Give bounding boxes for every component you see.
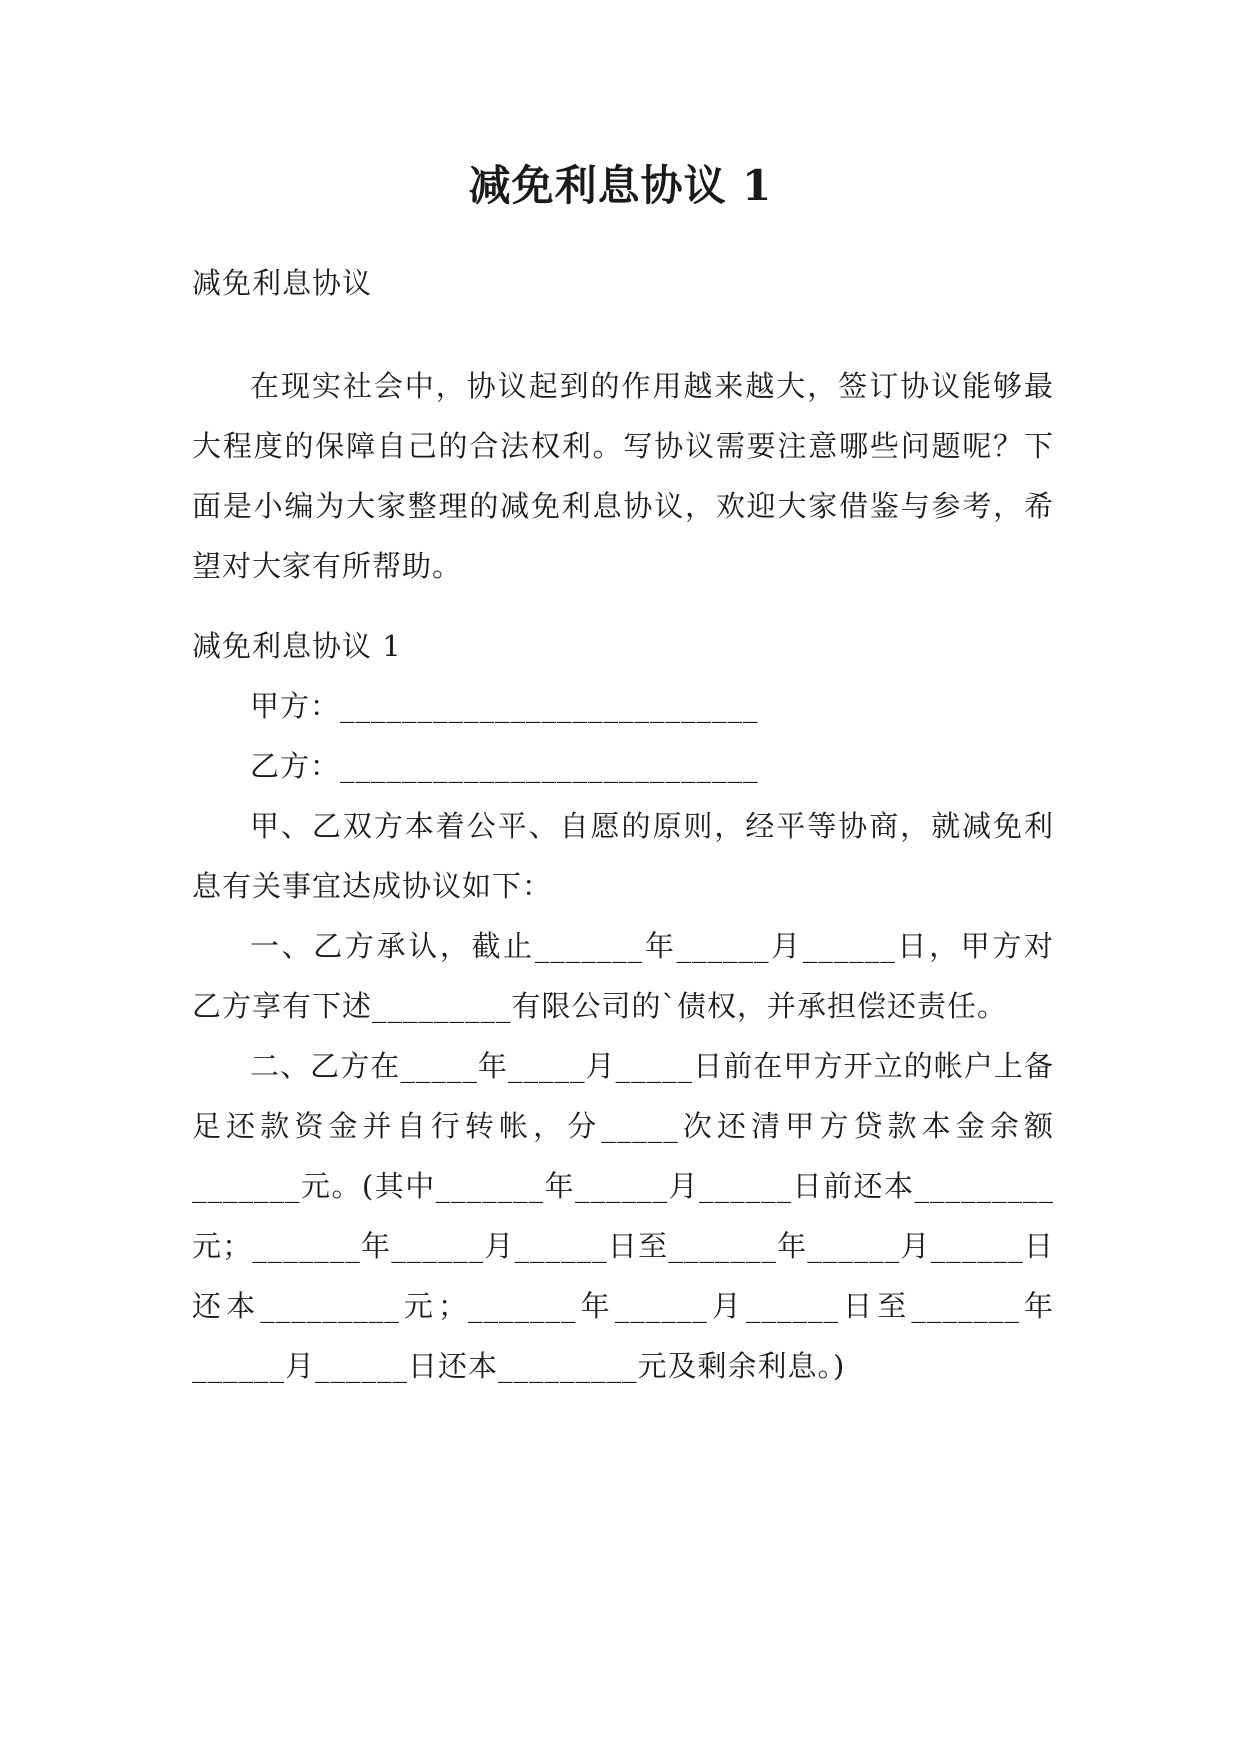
party-a-line: 甲方：___________________________ (250, 689, 759, 723)
preamble-paragraph: 甲、乙双方本着公平、自愿的原则，经平等协商，就减免利息有关事宜达成协议如下： (192, 809, 1054, 903)
section-heading-block (192, 253, 1054, 313)
party-b-line: 乙方：___________________________ (250, 749, 759, 783)
intro-paragraph: 在现实社会中，协议起到的作用越来越大，签订协议能够最大程度的保障自己的合法权利。写协议需要注意哪些问题呢？下面是小编为大家整理的减免利息协议，欢迎大家借鉴与参考，希望对大家有所帮助。 (192, 369, 1054, 583)
sub-heading: 减免利息协议 1 (192, 629, 402, 663)
clause-1-paragraph: 一、乙方承认，截止_______年______月______日，甲方对乙方享有下述_________有限公司的`债权，并承担偿还责任。 (192, 929, 1054, 1023)
section-heading: 减免利息协议 (192, 266, 373, 300)
intro-block (192, 356, 1054, 596)
agreement-body (192, 616, 1054, 1396)
clause-2-paragraph: 二、乙方在_____年_____月_____日前在甲方开立的帐户上备足还款资金并自行转帐，分_____次还清甲方贷款本金余额_______元。(其中_______年______月______日前还本_________元；_______年______月______日至_______年______月______日还本_________元；_______年______月______日至_______年______月______日还本_________元及剩余利息。) (192, 1049, 1054, 1383)
document-title: 减免利息协议 1 (468, 161, 773, 210)
